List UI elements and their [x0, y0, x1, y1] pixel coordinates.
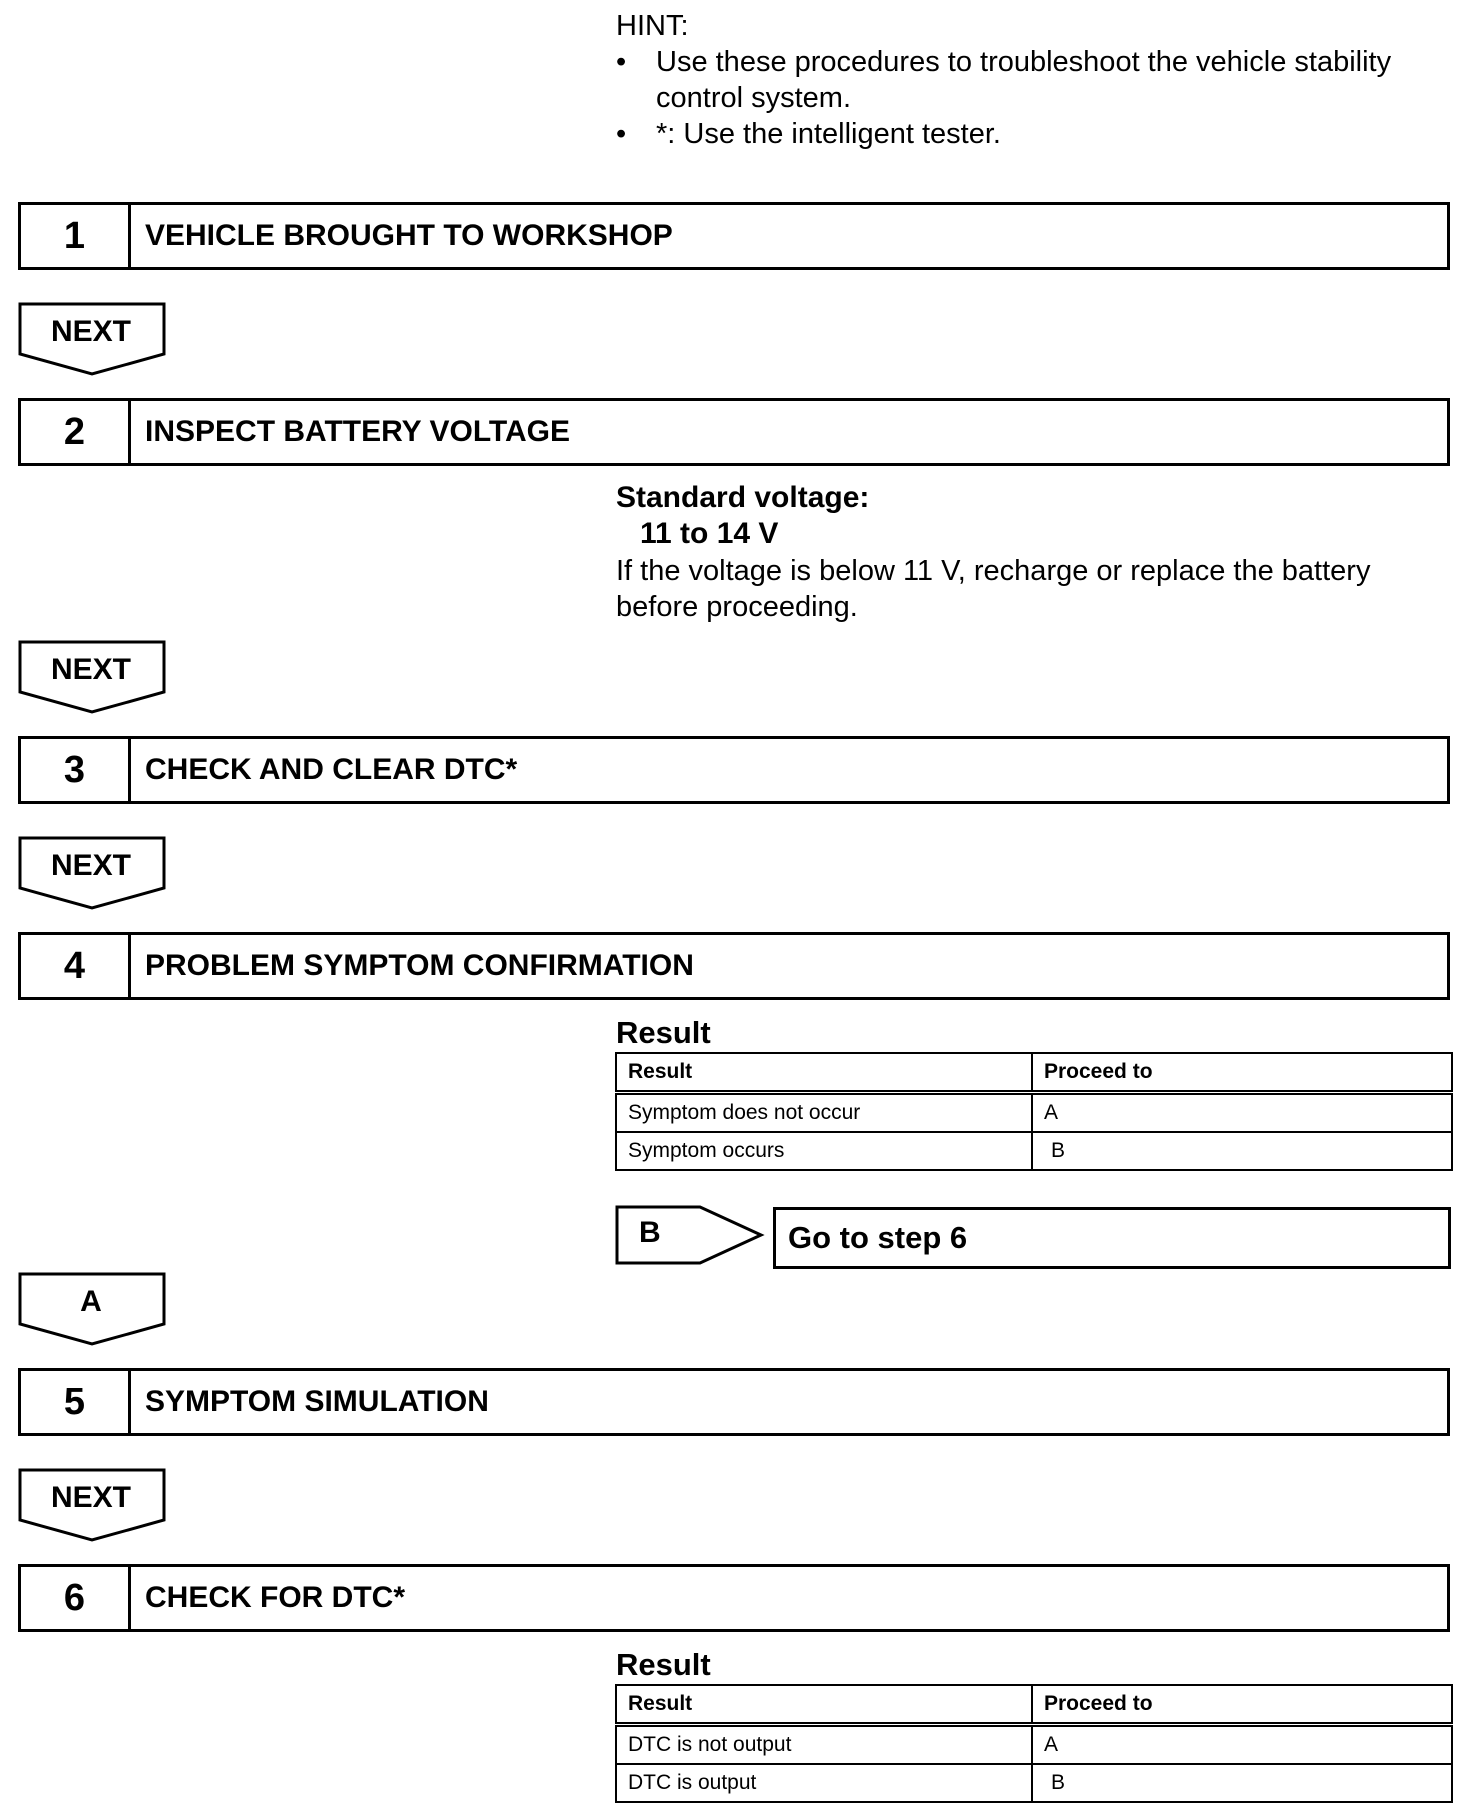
step-title: CHECK AND CLEAR DTC* [145, 753, 518, 786]
table-row [616, 1725, 1452, 1765]
next-label: NEXT [50, 315, 131, 348]
go-to-step-box: Go to step 6 [773, 1207, 1451, 1269]
hint-text: Use these procedures to troubleshoot the vehicle stability control system. [656, 46, 1392, 114]
next-arrow [18, 836, 166, 912]
step-number: 3 [21, 739, 131, 801]
table-cell: B [1032, 1132, 1452, 1170]
step-number: 2 [21, 401, 131, 463]
step-4 [18, 932, 1450, 1000]
a-label: A [80, 1285, 102, 1318]
table-cell: Symptom occurs [616, 1132, 1032, 1170]
branch-b-arrow [615, 1205, 765, 1267]
table-cell: A [1032, 1093, 1452, 1133]
a-arrow [18, 1272, 166, 1348]
bullet: • [616, 118, 627, 150]
step-number: 1 [21, 205, 131, 267]
hint-item [616, 44, 1456, 116]
table-header-row [616, 1685, 1452, 1725]
column-header: Proceed to [1032, 1685, 1452, 1725]
step-title: INSPECT BATTERY VOLTAGE [145, 415, 571, 448]
column-header: Result [616, 1685, 1032, 1725]
result-caption: Result [616, 1015, 711, 1050]
table-cell: A [1032, 1725, 1452, 1765]
symptom-result-table [615, 1052, 1453, 1171]
next-label: NEXT [50, 849, 131, 882]
standard-voltage-label: Standard voltage: [616, 481, 870, 514]
next-arrow [18, 1468, 166, 1544]
table-cell: DTC is not output [616, 1725, 1032, 1765]
table-cell: B [1032, 1764, 1452, 1802]
step-number: 6 [21, 1567, 131, 1629]
column-header: Proceed to [1032, 1053, 1452, 1093]
hint-title: HINT: [616, 10, 689, 42]
table-header-row [616, 1053, 1452, 1093]
step-title: PROBLEM SYMPTOM CONFIRMATION [145, 949, 694, 982]
dtc-result-table [615, 1684, 1453, 1803]
step-5 [18, 1368, 1450, 1436]
table-cell: DTC is output [616, 1764, 1032, 1802]
step-title: CHECK FOR DTC* [145, 1581, 405, 1614]
next-label: NEXT [50, 1481, 131, 1514]
step-title: SYMPTOM SIMULATION [145, 1385, 489, 1418]
table-row [616, 1093, 1452, 1133]
column-header: Result [616, 1053, 1032, 1093]
step-6 [18, 1564, 1450, 1632]
step-2 [18, 398, 1450, 466]
result-caption: Result [616, 1647, 711, 1682]
step-1 [18, 202, 1450, 270]
next-arrow [18, 640, 166, 716]
step-title: VEHICLE BROUGHT TO WORKSHOP [145, 219, 673, 252]
battery-note: If the voltage is below 11 V, recharge or replace the battery before proceeding. [616, 555, 1371, 623]
step-number: 4 [21, 935, 131, 997]
standard-voltage-value: 11 to 14 V [640, 517, 779, 550]
step-3 [18, 736, 1450, 804]
table-row [616, 1132, 1452, 1170]
next-label: NEXT [50, 653, 131, 686]
hint-text: *: Use the intelligent tester. [656, 118, 1001, 150]
step-number: 5 [21, 1371, 131, 1433]
next-arrow [18, 302, 166, 378]
hint-item [616, 116, 1456, 152]
branch-label: B [639, 1216, 661, 1249]
table-cell: Symptom does not occur [616, 1093, 1032, 1133]
bullet: • [616, 46, 627, 78]
table-row [616, 1764, 1452, 1802]
